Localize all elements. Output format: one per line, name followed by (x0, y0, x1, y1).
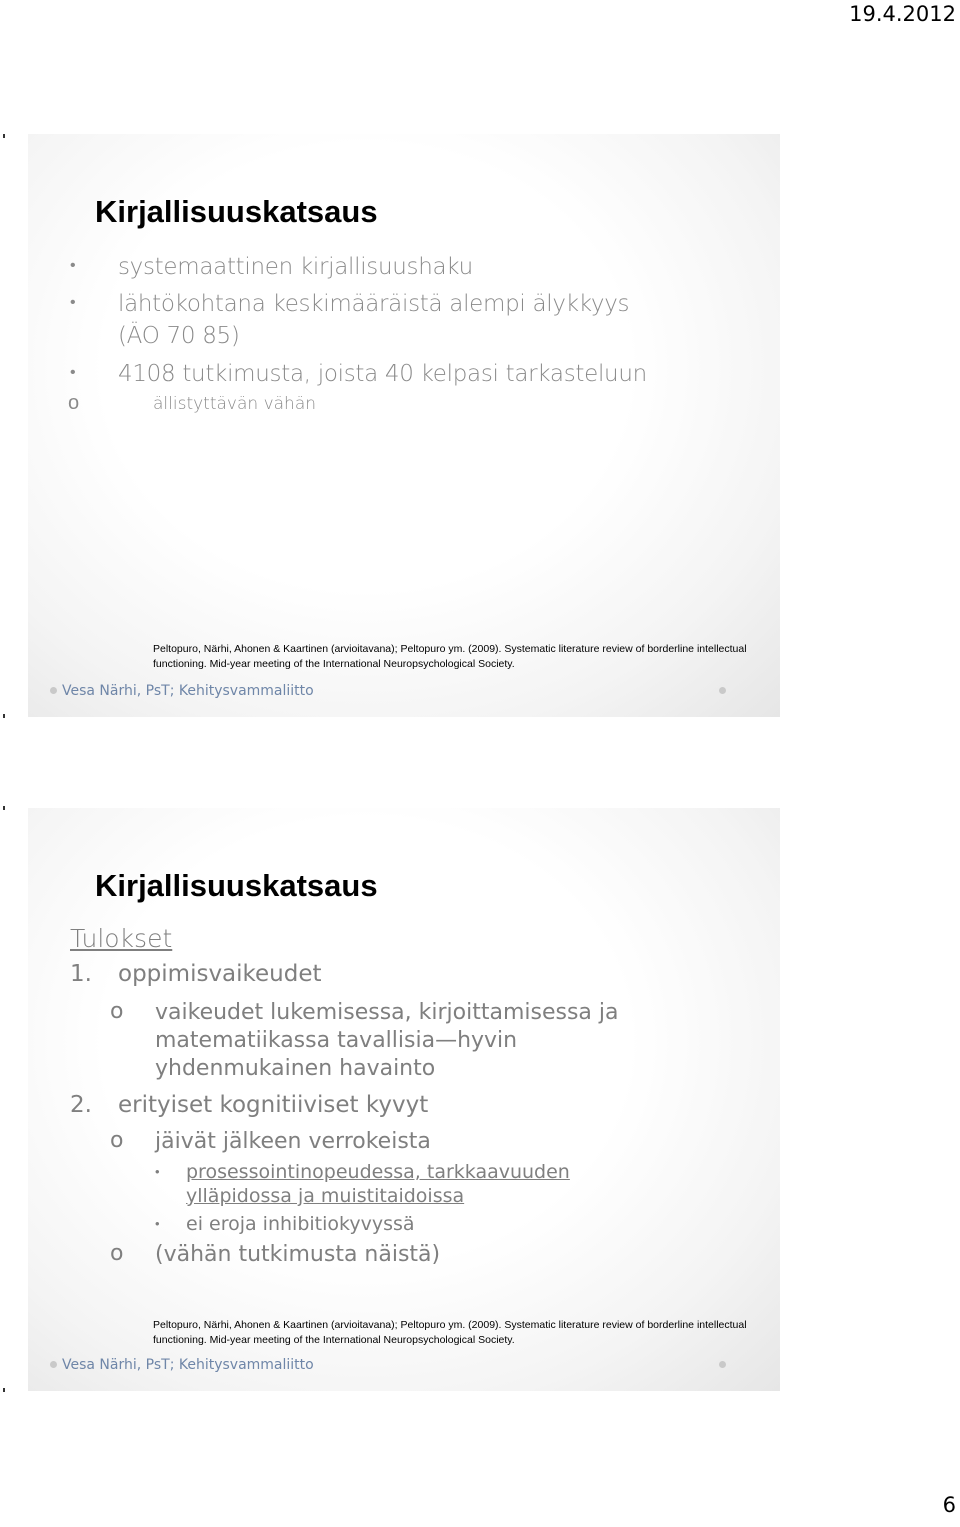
bullet-icon: • (70, 294, 76, 311)
footer-bullet-icon (50, 687, 57, 694)
bullet-icon: • (70, 364, 76, 381)
sub-bullet-text: (vähän tutkimusta näistä) (155, 1242, 441, 1267)
slide-1 (28, 134, 780, 717)
margin-tick (3, 134, 5, 138)
footer-author: Vesa Närhi, PsT; Kehitysvammaliitto (62, 683, 314, 699)
margin-tick (3, 714, 5, 718)
reference-citation: Peltopuro, Närhi, Ahonen & Kaartinen (arvioitavana); Peltopuro ym. (2009). Systematic literature review of borderline intellectual functioning. Mid-year meeting of the International Neuropsychological Society. (153, 1319, 747, 1346)
footer-bullet-icon (719, 687, 726, 694)
sub-sub-bullet-icon: • (155, 1216, 160, 1231)
sub-bullet-marker: o (110, 1241, 124, 1266)
sub-bullet-text: vaikeudet lukemisessa, kirjoittamisessa ja matematiikassa tavallisia—hyvin yhdenmukainen havainto (155, 1000, 619, 1081)
page-number: 6 (942, 1493, 956, 1517)
page-header-date: 19.4.2012 (849, 2, 956, 26)
footer-bullet-icon (50, 1361, 57, 1368)
section-label: Tulokset (70, 924, 173, 953)
slide-footer (28, 1356, 780, 1376)
sub-bullet-marker: o (68, 392, 80, 414)
margin-tick (3, 806, 5, 810)
bullet-text: lähtökohtana keskimääräistä alempi älykkyys (118, 291, 630, 317)
bullet-icon: • (70, 257, 76, 274)
item-label: erityiset kognitiiviset kyvyt (118, 1092, 429, 1118)
item-number: 2. (70, 1092, 92, 1118)
item-label: oppimisvaikeudet (118, 961, 322, 987)
sub-sub-bullet-icon: • (155, 1164, 160, 1179)
sub-bullet-marker: o (110, 1128, 124, 1153)
slide-title: Kirjallisuuskatsaus (95, 194, 378, 229)
margin-tick (3, 1388, 5, 1392)
sub-bullet-text: jäivät jälkeen verrokeista (155, 1129, 431, 1154)
sub-bullet-marker: o (110, 999, 124, 1024)
slide-title: Kirjallisuuskatsaus (95, 868, 378, 903)
sub-sub-bullet-text: prosessointinopeudessa, tarkkaavuuden ylläpidossa ja muistitaidoissa (186, 1161, 570, 1207)
sub-sub-bullet-text: ei eroja inhibitiokyvyssä (186, 1213, 415, 1235)
footer-bullet-icon (719, 1361, 726, 1368)
slide-2 (28, 808, 780, 1391)
bullet-text: 4108 tutkimusta, joista 40 kelpasi tarkasteluun (118, 361, 647, 387)
slide-footer (28, 682, 780, 702)
reference-citation: Peltopuro, Närhi, Ahonen & Kaartinen (arvioitavana); Peltopuro ym. (2009). Systematic literature review of borderline intellectual functioning. Mid-year meeting of the International Neuropsychological Society. (153, 643, 747, 670)
item-number: 1. (70, 961, 92, 987)
footer-author: Vesa Närhi, PsT; Kehitysvammaliitto (62, 1357, 314, 1373)
sub-bullet-text: ällistyttävän vähän (153, 394, 317, 414)
bullet-text: systemaattinen kirjallisuushaku (118, 254, 473, 280)
bullet-text: (ÄO 70 85) (118, 323, 240, 349)
